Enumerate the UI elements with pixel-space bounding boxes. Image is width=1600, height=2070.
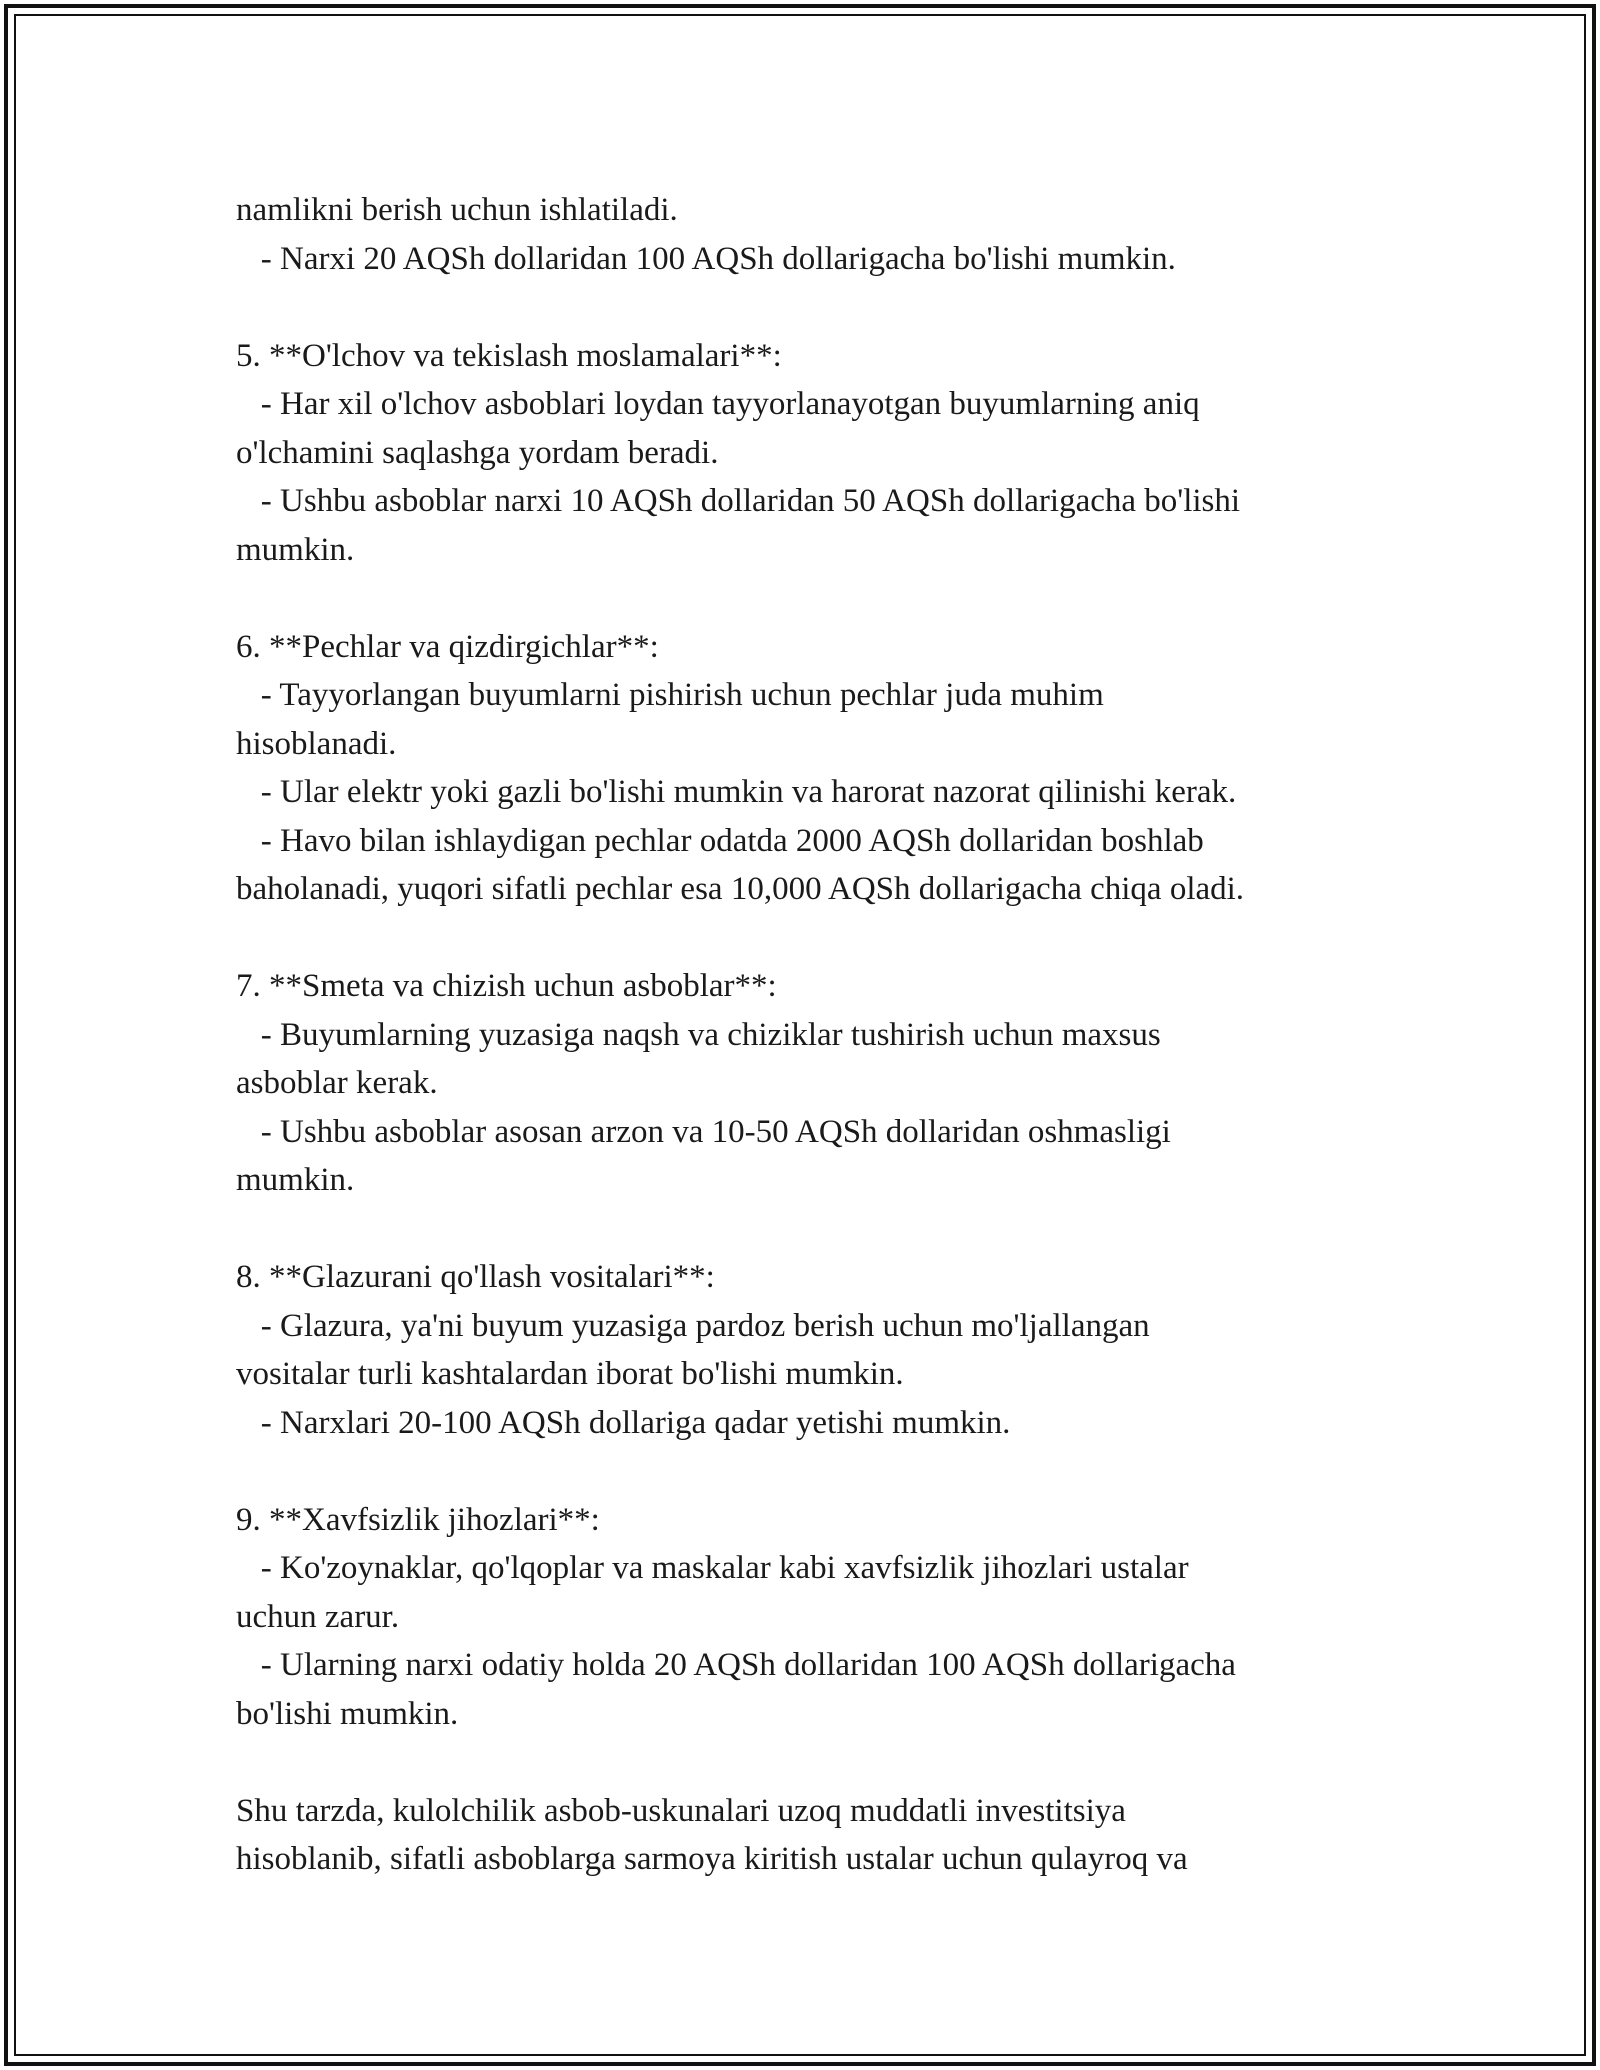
text-line: 9. **Xavfsizlik jihozlari**: (236, 1501, 600, 1538)
text-line: - Narxlari 20-100 AQSh dollariga qadar yetishi mumkin. (236, 1404, 1011, 1441)
text-line: bo'lishi mumkin. (236, 1695, 459, 1732)
text-line: - Buyumlarning yuzasiga naqsh va chiziklar tushirish uchun maxsus (236, 1016, 1161, 1053)
blank-line (236, 914, 1416, 963)
text-line: asboblar kerak. (236, 1065, 438, 1101)
text-line: 6. **Pechlar va qizdirgichlar**: (236, 628, 659, 665)
text-line: vositalar turli kashtalardan iborat bo'lishi mumkin. (236, 1356, 904, 1392)
text-line: mumkin. (236, 1162, 355, 1198)
text-line: - Ushbu asboblar narxi 10 AQSh dollaridan 50 AQSh dollarigacha bo'lishi (236, 483, 1241, 519)
text-line: o'lchamini saqlashga yordam beradi. (236, 434, 719, 471)
text-line: - Tayyorlangan buyumlarni pishirish uchun pechlar juda muhim (236, 677, 1104, 713)
text-line: baholanadi, yuqori sifatli pechlar esa 10,000 AQSh dollarigacha chiqa oladi. (236, 871, 1245, 907)
text-line: hisoblanadi. (236, 725, 397, 762)
text-line: - Havo bilan ishlaydigan pechlar odatda 2000 AQSh dollaridan boshlab (236, 822, 1204, 859)
text-line: - Ko'zoynaklar, qo'lqoplar va maskalar kabi xavfsizlik jihozlari ustalar (236, 1550, 1189, 1586)
text-line: 7. **Smeta va chizish uchun asboblar**: (236, 968, 777, 1004)
text-line: namlikni berish uchun ishlatiladi. (236, 192, 678, 228)
text-line: 8. **Glazurani qo'llash vositalari**: (236, 1259, 715, 1295)
text-line: - Ularning narxi odatiy holda 20 AQSh dollaridan 100 AQSh dollarigacha (236, 1647, 1236, 1683)
text-line: - Narxi 20 AQSh dollaridan 100 AQSh dollarigacha bo'lishi mumkin. (236, 240, 1176, 277)
text-line: Shu tarzda, kulolchilik asbob-uskunalari uzoq muddatli investitsiya (236, 1792, 1126, 1829)
blank-line (236, 1447, 1416, 1496)
text-line: - Ushbu asboblar asosan arzon va 10-50 AQSh dollaridan oshmasligi (236, 1113, 1171, 1150)
text-line: - Har xil o'lchov asboblari loydan tayyorlanayotgan buyumlarning aniq (236, 386, 1200, 422)
text-line: uchun zarur. (236, 1598, 400, 1635)
document-body (236, 186, 1416, 1884)
blank-line (236, 283, 1416, 332)
text-line: hisoblanib, sifatli asboblarga sarmoya kiritish ustalar uchun qulayroq va (236, 1841, 1188, 1877)
text-line: mumkin. (236, 531, 355, 568)
blank-line (236, 1738, 1416, 1787)
text-line: - Glazura, ya'ni buyum yuzasiga pardoz berish uchun mo'ljallangan (236, 1307, 1150, 1344)
text-line: 5. **O'lchov va tekislash moslamalari**: (236, 337, 782, 374)
blank-line (236, 574, 1416, 623)
text-line: - Ular elektr yoki gazli bo'lishi mumkin va harorat nazorat qilinishi kerak. (236, 774, 1237, 810)
blank-line (236, 1205, 1416, 1254)
